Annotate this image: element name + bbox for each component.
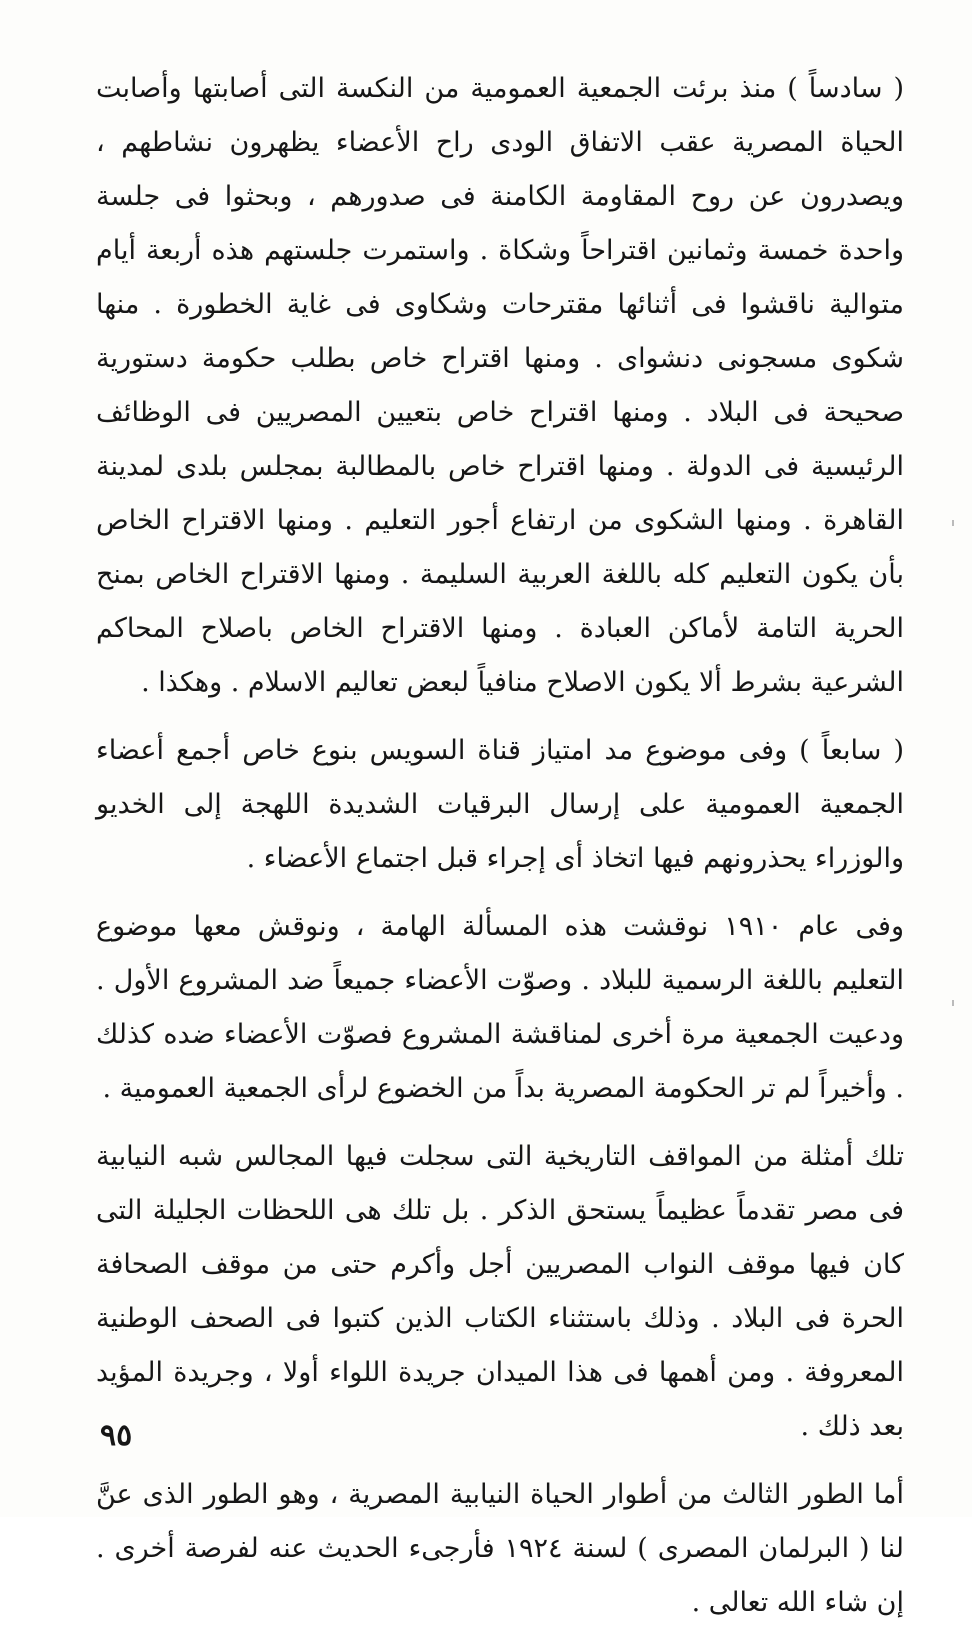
paragraph-sixth-point: ( سادساً ) منذ برئت الجمعية العمومية من النكسة التى أصابتها وأصابت الحياة المصرية عقب الاتفاق الودى راح الأعضاء يظهرون نشاطهم ، ويصدرون عن روح المقاومة الكامنة فى صدورهم ، وبحثوا فى جلسة واحدة خمسة وثمانين اقتراحاً وشكاة . واستمرت جلستهم هذه أربعة أيام متوالية ناقشوا فى أثنائها مقترحات وشكاوى فى غاية الخطورة . منها شكوى مسجونى دنشواى . ومنها اقتراح خاص بطلب حكومة دستورية صحيحة فى البلاد . ومنها اقتراح خاص بتعيين المصريين فى الوظائف الرئيسية فى الدولة . ومنها اقتراح خاص بالمطالبة بمجلس بلدى لمدينة القاهرة . ومنها الشكوى من ارتفاع أجور التعليم . ومنها الاقتراح الخاص بأن يكون التعليم كله باللغة العربية السليمة . ومنها الاقتراح الخاص بمنح الحرية التامة لأماكن العبادة . ومنها الاقتراح الخاص باصلاح المحاكم الشرعية بشرط ألا يكون الاصلاح منافياً لبعض تعاليم الاسلام . وهكذا . bbox=[96, 73, 904, 698]
scan-edge-mark bbox=[952, 520, 954, 526]
paragraph-third-stage: أما الطور الثالث من أطوار الحياة النيابية المصرية ، وهو الطور الذى عنَّ لنا ( البرلمان المصرى ) لسنة ١٩٢٤ فأرجىء الحديث عنه لفرصة أخرى . إن شاء الله تعالى . bbox=[96, 1479, 905, 1618]
paragraph-seventh-point: ( سابعاً ) وفى موضوع مد امتياز قناة السويس بنوع خاص أجمع أعضاء الجمعية العمومية على إرسال البرقيات الشديدة اللهجة إلى الخديو والوزراء يحذرونهم فيها اتخاذ أى إجراء قبل اجتماع الأعضاء . bbox=[96, 735, 904, 874]
page-body bbox=[96, 62, 904, 1644]
page-number: ٩٥ bbox=[100, 1418, 133, 1453]
paragraph-year-1910: وفى عام ١٩١٠ نوقشت هذه المسألة الهامة ، ونوقش معها موضوع التعليم باللغة الرسمية للبلاد . وصوّت الأعضاء جميعاً ضد المشروع الأول . ودعيت الجمعية مرة أخرى لمناقشة المشروع فصوّت الأعضاء ضده كذلك . وأخيراً لم تر الحكومة المصرية بداً من الخضوع لرأى الجمعية العمومية . bbox=[96, 911, 904, 1104]
paragraph-historical-examples: تلك أمثلة من المواقف التاريخية التى سجلت فيها المجالس شبه النيابية فى مصر تقدماً عظيماً يستحق الذكر . بل تلك هى اللحظات الجليلة التى كان فيها موقف النواب المصريين أجل وأكرم حتى من موقف الصحافة الحرة فى البلاد . وذلك باستثناء الكتاب الذين كتبوا فى الصحف الوطنية المعروفة . ومن أهمها فى هذا الميدان جريدة اللواء أولا ، وجريدة المؤيد بعد ذلك . bbox=[96, 1141, 904, 1442]
scan-edge-mark bbox=[952, 1000, 954, 1006]
